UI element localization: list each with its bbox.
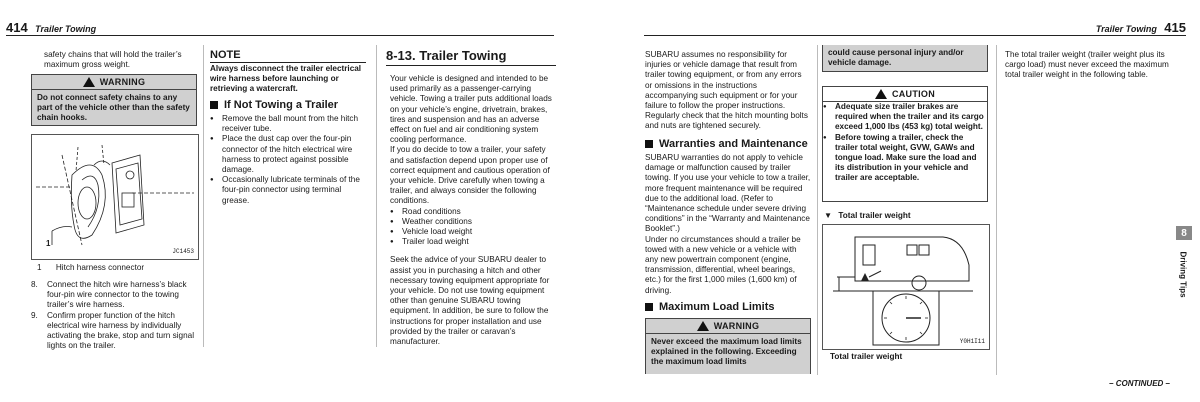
list-item: ● Before towing a trailer, check the trailer total weight, GVW, GAWs and tongue load. Make sure the load and its distribution in your vehicle and trailer are acceptable.	[823, 133, 987, 184]
column-divider	[203, 45, 204, 347]
warning-triangle-icon	[697, 321, 709, 331]
paragraph: Seek the advice of your SUBARU dealer to assist you in purchasing a hitch and other necessary towing equipment appropriate for your vehicle. Do not use towing equipment other than genuine SUBARU towing equipment. In addition, be sure to follow the instructions for proper installation and use provided by the trailer or caravan’s manufacturer.	[390, 255, 550, 347]
trailer-weight-figure	[822, 224, 990, 350]
subsection-heading: ▼ Total trailer weight	[824, 211, 911, 220]
warning-continued: could cause personal injury and/or vehicle damage.	[822, 45, 988, 72]
figure-code: JC1453	[172, 248, 194, 255]
col4-warning-box	[645, 318, 811, 374]
chapter-title: 8-13. Trailer Towing	[386, 48, 507, 63]
trailer-scale-illustration	[823, 225, 989, 349]
list-item: ● Remove the ball mount from the hitch receiver tube.	[210, 114, 370, 134]
note-rule	[210, 62, 366, 63]
caution-list	[822, 102, 988, 202]
not-towing-list	[210, 114, 370, 206]
caption-number: 1	[37, 263, 42, 272]
figure-code: Y0H1I11	[959, 338, 985, 345]
list-item: 9. Confirm proper function of the hitch electrical wire harness by individually activating the brake, stop and turn signal lights on the trailer.	[31, 310, 195, 351]
left-page-number: 414	[6, 20, 28, 35]
column-divider	[817, 45, 818, 375]
column-divider	[996, 45, 997, 375]
chapter-tab: 8	[1176, 226, 1192, 240]
warning-banner: WARNING	[31, 74, 197, 90]
section-square-icon	[645, 140, 653, 148]
figure-callout-number: 1	[46, 239, 51, 248]
col4-body	[645, 153, 811, 296]
triangle-marker-icon: ▼	[824, 211, 833, 220]
section-heading-max-load: Maximum Load Limits	[645, 301, 775, 313]
caption-text: Hitch harness connector	[55, 263, 145, 272]
continued-footer: – CONTINUED –	[1109, 379, 1170, 388]
left-header-title: Trailer Towing	[35, 24, 97, 34]
list-item: ● Place the dust cap over the four-pin connector of the hitch electrical wire harness to protect against possible damage.	[210, 134, 370, 175]
figure-caption	[37, 263, 197, 273]
chapter-rule	[386, 65, 556, 66]
list-item: ● Weather conditions	[390, 217, 556, 227]
paragraph: Your vehicle is designed and intended to be used primarily as a passenger-carrying vehicle. Towing a trailer puts additional loads on your vehicle’s engine, drivetrain, brakes, tires and suspension and has an adverse effect on fuel and air conditioning system cooling performance.	[390, 74, 552, 145]
paragraph: SUBARU warranties do not apply to vehicle damage or malfunction caused by trailer towing. If you use your vehicle to tow a trailer, more frequent maintenance will be required due to the additional load. (Refer to “Maintenance schedule under severe driving conditions” in the “Warranty and Maintenance Booklet”.)	[645, 153, 811, 234]
list-item: 8. Connect the hitch wire harness’s black four-pin wire connector to the towing trailer’s wire harness.	[31, 280, 187, 310]
figure-caption: Total trailer weight	[830, 352, 903, 361]
caution-triangle-icon	[875, 89, 887, 99]
col4-p1: SUBARU assumes no responsibility for injuries or vehicle damage that result from trailer towing equipment, or from any errors or omissions in the instructions accompanying such equipment or for your failure to follow the proper instructions. Regularly check that the hitch mounting bolts and nuts are tightened securely.	[645, 50, 808, 131]
section-heading-not-towing: If Not Towing a Trailer	[210, 99, 338, 111]
paragraph: Under no circumstances should a trailer be towed with a new vehicle or a vehicle with any new powertrain component (engine, transmission, differential, wheel bearings, etc.) for the first 1,000 miles (1,600 km) of driving.	[645, 234, 801, 295]
list-item: ● Adequate size trailer brakes are required when the trailer and its cargo exceed 1,000 lbs (453 kg) total weight.	[823, 102, 987, 133]
col3-body	[390, 74, 556, 347]
section-square-icon	[645, 303, 653, 311]
chapter-side-label: Driving Tips	[1178, 251, 1188, 298]
hitch-harness-figure	[31, 134, 199, 260]
section-heading-warranties: Warranties and Maintenance	[645, 138, 808, 150]
note-text: Always disconnect the trailer electrical wire harness before launching or retrieving a watercraft.	[210, 64, 362, 94]
warning-triangle-icon	[83, 77, 95, 87]
warning-banner: WARNING	[645, 318, 811, 334]
steps-list	[31, 280, 197, 351]
column-divider	[376, 45, 377, 347]
right-header-title: Trailer Towing	[1095, 24, 1157, 34]
list-item: ● Road conditions	[390, 207, 556, 217]
warning-text: Do not connect safety chains to any part of the vehicle other than the safety chain hooks.	[31, 90, 197, 126]
caution-box	[822, 86, 988, 202]
conditions-list	[390, 207, 556, 248]
paragraph: If you do decide to tow a trailer, your safety and satisfaction depend upon proper use of correct equipment and cautious operation of your vehicle. Drive carefully when towing a trailer, and always consider the following conditions.	[390, 145, 550, 206]
note-title: NOTE	[210, 49, 241, 61]
list-item: ● Occasionally lubricate terminals of the four-pin connector using terminal grease.	[210, 175, 370, 206]
right-page-number: 415	[1164, 20, 1186, 35]
list-item: ● Vehicle load weight	[390, 227, 556, 237]
right-header-rule	[644, 35, 1186, 36]
col1-intro: safety chains that will hold the trailer’s maximum gross weight.	[44, 50, 182, 70]
caution-banner: CAUTION	[822, 86, 988, 102]
warning-text: Never exceed the maximum load limits explained in the following. Exceeding the maximum load limits	[645, 334, 811, 374]
col6-p1: The total trailer weight (trailer weight plus its cargo load) must never exceed the maximum total trailer weight in the following table.	[1005, 50, 1169, 80]
col1-warning-box	[31, 74, 197, 126]
left-header-rule	[6, 35, 554, 36]
list-item: ● Trailer load weight	[390, 237, 556, 247]
section-square-icon	[210, 101, 218, 109]
hitch-harness-illustration	[32, 135, 198, 259]
